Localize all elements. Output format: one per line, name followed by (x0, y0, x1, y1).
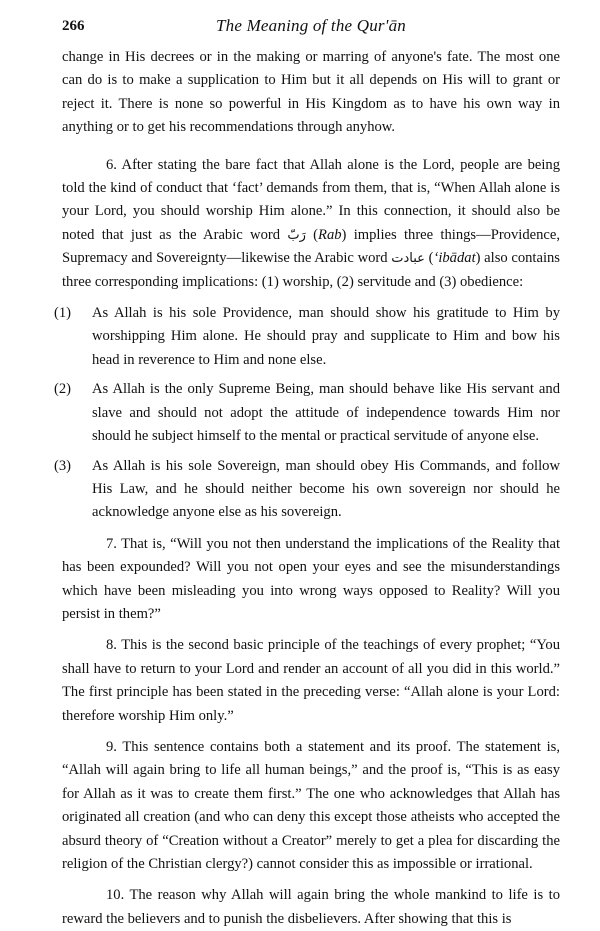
list-item-text: As Allah is his sole Providence, man should show his gratitude to Him by worshipping Him alone. He should pray and supplicate to Him and bow his head in reverence to Him and none else. (92, 305, 560, 368)
paragraph-note-9: 9. This sentence contains both a statement and its proof. The statement is, “Allah will again bring to life all human beings,” and the proof is, “This is as easy for Allah as it was to create them first.” The one who acknowledges that Allah has originated all creation (and who can deny this except those atheists who accepted the absurd theory of “Creation without a Creator” merely to get a plea for discarding the religion of the Christian clergy?) cannot consider this as impossible or irrational. (62, 738, 560, 872)
list-item-text: As Allah is his sole Sovereign, man should obey His Commands, and follow His Law, and he should neither become his own sovereign nor should he acknowledge anyone else as his sovereign. (92, 457, 560, 521)
paragraph-note-6 (62, 154, 560, 294)
arabic-word-rab: رَبّ (287, 227, 306, 243)
implications-list (54, 302, 560, 525)
paragraph-note-8: 8. This is the second basic principle of the teachings of every prophet; “You shall have to return to your Lord and render an account of all you did in this world.” The first principle has been stated in the preceding verse: “Allah alone is your Lord: therefore worship Him only.” (62, 637, 560, 724)
list-item (54, 455, 560, 525)
list-marker: (2) (54, 381, 72, 398)
note-6-paren-2: ( (424, 250, 434, 267)
ibadat-transliteration: ‘ibādat (433, 250, 476, 267)
running-head (62, 14, 560, 38)
paragraph-note-7: 7. That is, “Will you not then understand the implications of the Reality that has been expounded? Will you not open your eyes and see the misunderstandings which have been misleading you into wrong ways opposed to Reality? Will you persist in them?” (62, 535, 560, 622)
note-6-paren-1: ( (305, 226, 319, 243)
note-6-text-b: ) implies three things—Providence, Supremacy and Sovereignty—likewise the Arabic word (62, 226, 560, 267)
paragraph-continuation: change in His decrees or in the making or marring of anyone's fate. The most one can do is to make a supplication to Him but it all depends on His will to grant or reject it. There is none so powerful in His Kingdom as to have his own way in anything or to get his recommendations through anyhow. (62, 49, 560, 136)
list-item (54, 378, 560, 448)
page-number: 266 (62, 18, 85, 34)
paragraph-note-10: 10. The reason why Allah will again bring the whole mankind to life is to reward the believers and to punish the disbelievers. After showing that this is (62, 887, 560, 927)
note-6-text-a: 6. After stating the bare fact that Allah alone is the Lord, people are being told the kind of conduct that ‘fact’ demands from them, that is, “When Allah alone is your Lord, you should worship Him alone.” In this connection, it should also be noted that just as the Arabic word (62, 156, 560, 243)
list-marker: (3) (54, 457, 72, 474)
list-item-text: As Allah is the only Supreme Being, man should behave like His servant and slave and should not adopt the attitude of independence towards Him nor should he subject himself to the mental or practical servitude of anyone else. (92, 381, 560, 445)
list-item (54, 302, 560, 372)
running-title: The Meaning of the Qur'ān (216, 16, 406, 35)
arabic-word-ibadat: عبادت (391, 251, 425, 267)
list-marker: (1) (54, 305, 72, 322)
rab-transliteration: Rab (318, 226, 342, 243)
note-6-text-c: ) also contains three corresponding implications: (1) worship, (2) servitude and (3) obedience: (62, 250, 560, 290)
